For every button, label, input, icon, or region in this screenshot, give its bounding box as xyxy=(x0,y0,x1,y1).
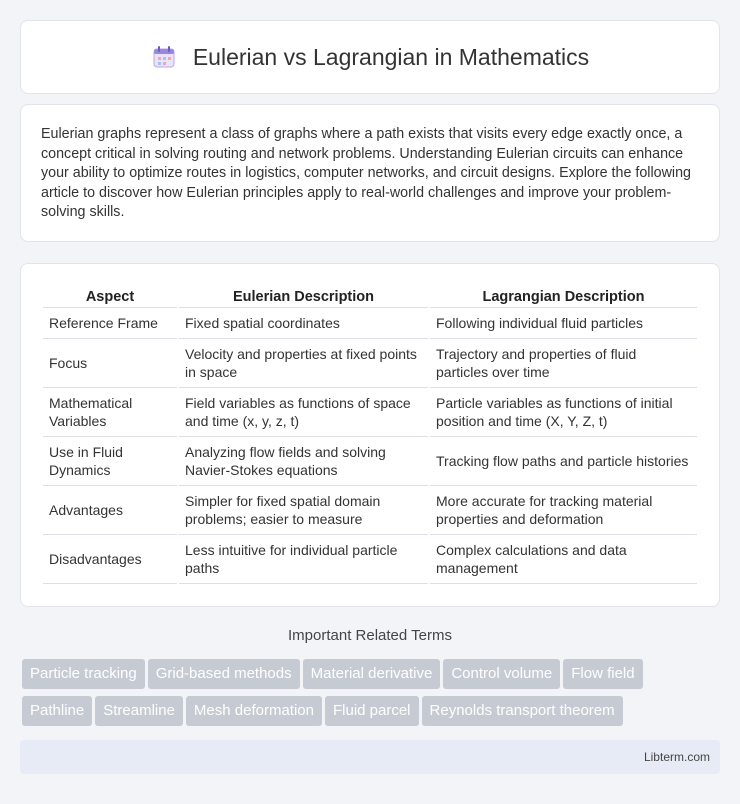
footer xyxy=(20,740,720,774)
term-tag[interactable]: Pathline xyxy=(22,696,92,726)
footer-link[interactable]: Libterm.com xyxy=(643,750,710,764)
term-tag[interactable]: Reynolds transport theorem xyxy=(422,696,623,726)
table-cell: Use in Fluid Dynamics xyxy=(43,437,177,486)
term-tag[interactable]: Mesh deformation xyxy=(186,696,322,726)
table-row xyxy=(43,535,697,584)
table-row xyxy=(43,308,697,339)
table-cell: Simpler for fixed spatial domain problems; easier to measure xyxy=(179,486,428,535)
table-cell: Fixed spatial coordinates xyxy=(179,308,428,339)
term-tag[interactable]: Material derivative xyxy=(303,659,441,689)
table-cell: More accurate for tracking material properties and deformation xyxy=(430,486,697,535)
table-cell: Reference Frame xyxy=(43,308,177,339)
table-cell: Field variables as functions of space and time (x, y, z, t) xyxy=(179,388,428,437)
page-title: Eulerian vs Lagrangian in Mathematics xyxy=(192,43,590,70)
related-terms-list xyxy=(22,659,722,733)
table-cell: Analyzing flow fields and solving Navier-Stokes equations xyxy=(179,437,428,486)
term-tag[interactable]: Grid-based methods xyxy=(148,659,300,689)
comparison-table xyxy=(41,284,699,584)
comparison-table-card xyxy=(20,263,720,607)
intro-text: Eulerian graphs represent a class of graphs where a path exists that visits every edge exactly once, a concept critical in solving routing and network problems. Understanding Eulerian circuits can enhance your ability to optimize routes in logistics, computer networks, and circuit designs. Explore the following article to discover how Eulerian principles apply to real-world challenges and improve your problem-solving skills. xyxy=(41,126,692,221)
related-terms-title: Important Related Terms xyxy=(288,627,452,644)
table-cell: Disadvantages xyxy=(43,535,177,584)
table-cell: Focus xyxy=(43,339,177,388)
table-cell: Trajectory and properties of fluid particles over time xyxy=(430,339,697,388)
table-header-row xyxy=(43,284,697,308)
table-cell: Following individual fluid particles xyxy=(430,308,697,339)
term-tag[interactable]: Particle tracking xyxy=(22,659,145,689)
table-cell: Complex calculations and data management xyxy=(430,535,697,584)
term-tag[interactable]: Fluid parcel xyxy=(325,696,419,726)
column-header: Lagrangian Description xyxy=(430,284,697,308)
table-row xyxy=(43,486,697,535)
table-row xyxy=(43,388,697,437)
intro-card xyxy=(20,104,720,242)
table-row xyxy=(43,437,697,486)
column-header: Eulerian Description xyxy=(179,284,428,308)
calendar-icon xyxy=(151,44,177,70)
table-cell: Velocity and properties at fixed points in space xyxy=(179,339,428,388)
table-cell: Mathematical Variables xyxy=(43,388,177,437)
table-row xyxy=(43,339,697,388)
term-tag[interactable]: Flow field xyxy=(563,659,642,689)
term-tag[interactable]: Streamline xyxy=(95,696,183,726)
table-cell: Advantages xyxy=(43,486,177,535)
table-cell: Tracking flow paths and particle histories xyxy=(430,437,697,486)
table-cell: Less intuitive for individual particle paths xyxy=(179,535,428,584)
column-header: Aspect xyxy=(43,284,177,308)
header-card xyxy=(20,20,720,94)
term-tag[interactable]: Control volume xyxy=(443,659,560,689)
table-cell: Particle variables as functions of initial position and time (X, Y, Z, t) xyxy=(430,388,697,437)
